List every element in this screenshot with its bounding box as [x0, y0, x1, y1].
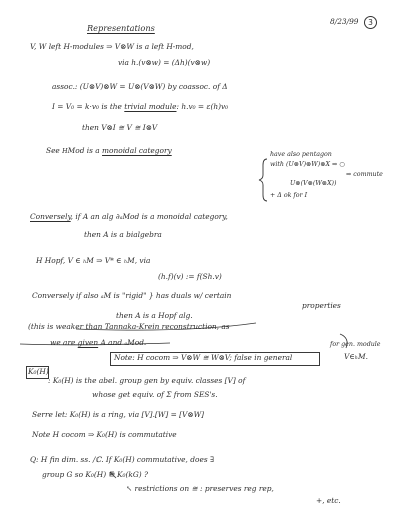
side-note-2b: ⇒ commute	[346, 171, 383, 178]
given-suffix: A and ₐMod.	[98, 338, 147, 347]
trivial-suffix: : h.v₀ = ε(h)v₀	[176, 102, 229, 111]
note-side-1: for gen. module	[330, 341, 381, 348]
page-title: Representations	[87, 23, 155, 33]
line-hopf-dual: H Hopf, V ∈ ₕM ⇒ V* ∈ ₕM, via	[36, 256, 151, 265]
line-rigid-props: properties	[302, 301, 341, 310]
side-note-4: + Δ ok for I	[270, 192, 308, 199]
side-note-3: U⊗(V⊗(W⊗X))	[290, 180, 337, 187]
line-k-def: : K₀(H) is the abel. group gen by equiv. classes [V] of	[48, 376, 246, 385]
side-brace	[259, 159, 267, 201]
line-restrictions: ↖ restrictions on ≅ : preserves reg rep,	[126, 484, 274, 493]
line-assoc: assoc.: (U⊗V)⊗W = U⊗(V⊗W) by coassoc. of Δ	[52, 82, 228, 91]
line-question: Q: H fin dim. ss. /ℂ. If K₀(H) commutative, does ∃	[30, 455, 214, 464]
date: 8/23/99	[330, 17, 359, 26]
line-cocom: Note H cocom ⇒ K₀(H) is commutative	[32, 430, 177, 439]
trivial-module-term: trivial module	[124, 102, 177, 111]
line-trivial	[52, 102, 228, 111]
line-monoidal	[46, 146, 172, 156]
monoidal-category-term: monoidal category	[102, 146, 172, 155]
line-bialgebra: then A is a bialgebra	[84, 230, 162, 239]
see-prefix: See	[46, 146, 63, 155]
page-number: 3	[364, 16, 377, 29]
line-question-2: group G so K₀(H) ≅ K₀(kG) ?	[42, 470, 148, 479]
given-prefix: we are	[50, 338, 78, 347]
line-tannaka: (this is weaker than Tannaka-Krein reconstruction, as	[28, 322, 230, 331]
k-label: K₀(H)	[28, 367, 49, 376]
line-dual-action: (h.f)(v) := f(Sh.v)	[158, 272, 222, 281]
trivial-prefix: I = V₀ = k·v₀ is the	[52, 102, 125, 111]
line-given	[50, 338, 146, 347]
given-term: given	[77, 338, 99, 347]
mod-is: Mod is a	[67, 146, 103, 155]
line-modules: V, W left H-modules ⇒ V⊗W is a left H-mod,	[30, 42, 194, 51]
subscript-h: H	[62, 148, 68, 155]
line-k-def-2: whose get equiv. of Σ from SES's.	[92, 390, 218, 399]
line-rigid: Conversely if also ₐM is "rigid" } has duals w/ certain	[32, 291, 232, 300]
line-restrictions-2: +, etc.	[316, 496, 341, 505]
line-conversely-bialg	[30, 212, 228, 221]
line-unit-iso: then V⊗I ≅ V ≅ I⊗V	[82, 123, 158, 132]
line-serre: Serre let: K₀(H) is a ring, via [V].[W] = [V⊗W]	[32, 410, 205, 419]
conversely-rest: , if A an alg ∂ₐMod is a monoidal category,	[70, 212, 228, 221]
line-hopf-alg: then A is a Hopf alg.	[116, 311, 193, 320]
line-via: via h.(v⊗w) = (Δh)(v⊗w)	[118, 58, 211, 67]
note-box-text: Note: H cocom ⇒ V⊗W ≅ W⊗V; false in general	[114, 353, 293, 362]
note-side-2: V∈ₕM.	[344, 352, 368, 361]
conversely-term: Conversely	[30, 212, 71, 221]
side-note-1: have also pentagon	[270, 151, 332, 158]
side-note-2: with (U⊗V)⊗W)⊗X ⇒ ○	[270, 161, 345, 168]
